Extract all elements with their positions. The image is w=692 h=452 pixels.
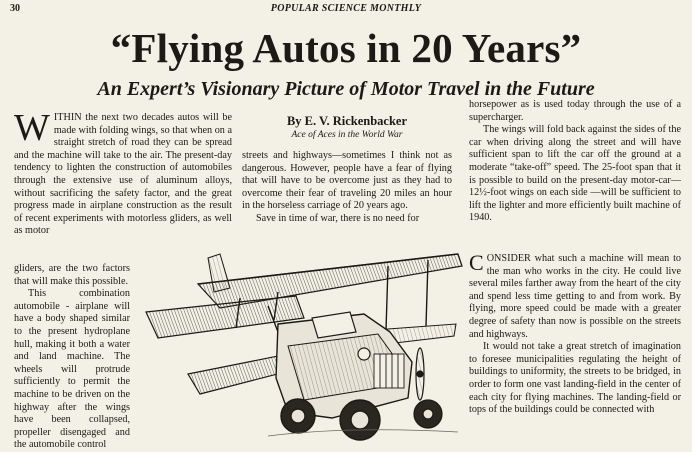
column-1-narrow <box>14 263 130 452</box>
radiator-grille <box>374 354 404 388</box>
byline <box>242 114 452 141</box>
paragraph: This combination automobile - airplane will have a body shaped similar to the present hydroplane hull, making it both a water and land machine. The wheels will protrude sufficiently to permit the machine to be driven on the highway after the wings have been collapsed, propeller disengaged and the automobile control <box>14 288 130 451</box>
paragraph: horsepower as is used today through the use of a supercharger. <box>469 99 681 123</box>
article-subtitle: An Expert’s Visionary Picture of Motor Travel in the Future <box>97 78 595 100</box>
paragraph-text: ITHIN the next two decades autos will be made with folding wings, so that when on a straight stretch of road they can be spread and the machine will take to the air. The present-day tendency to lighten the construction of automobiles through the extensive use of aluminum alloys, without sacrificing the safety factor, and the great progress made in airplane construction as the result of recent experiments with motorless gliders, as well as motor <box>14 112 232 237</box>
drop-cap: W <box>14 107 50 149</box>
paragraph: Save in time of war, there is no need for <box>256 212 420 224</box>
paragraph: It would not take a great stretch of imagination to foresee municipalities regulating the height of buildings to uniformity, the streets to be bridged, in order to form one vast landing-field in the center of each city for flying machines. The landing-field or tops of the buildings could be connected with <box>469 341 681 416</box>
flying-car-illustration <box>128 236 464 447</box>
headlamp <box>358 348 370 360</box>
wheel-front <box>340 400 380 440</box>
author-role: Ace of Aces in the World War <box>291 130 403 140</box>
article-title: “Flying Autos in 20 Years” <box>110 25 582 71</box>
page-number: 30 <box>10 3 20 14</box>
paragraph: streets and highways—sometimes I think not as dangerous. However, people have a fear of flying that will have to be overcome just as they had to overcome their fear of traveling 20 miles an hour in the horseless carriage of 20 years ago. <box>242 150 452 212</box>
upper-wing <box>198 254 462 308</box>
author-name: By E. V. Rickenbacker <box>286 114 408 128</box>
propeller <box>416 348 424 400</box>
column-2 <box>242 150 452 226</box>
wheel-rear <box>281 399 315 433</box>
paragraph-text: ONSIDER what such a machine will mean to the man who works in the city. He could live several miles farther away from the heart of the city and spend less time getting to and from work. By flying, more speed could be made with a greater degree of safety than now is possible on the streets and highways. <box>469 253 681 340</box>
wheel-right <box>414 400 442 428</box>
paragraph: gliders, are the two factors that will make this possible. <box>14 263 130 287</box>
paragraph <box>14 107 232 238</box>
drop-cap: C <box>469 250 484 275</box>
paragraph: The wings will fold back against the sides of the car when driving along the street and will have sufficient span to lift the car off the ground at a moderate “take-off” speed. The 25-foot span that it is possible to build on the present-day motor-car—12½-foot wings on each side —will be sufficient to lift the lighter and more efficiently built machine of 1940. <box>469 124 681 224</box>
running-head: POPULAR SCIENCE MONTHLY <box>270 3 422 14</box>
column-3-continued <box>469 250 681 417</box>
paragraph <box>469 250 681 341</box>
column-1 <box>14 107 232 238</box>
column-3 <box>469 99 681 225</box>
